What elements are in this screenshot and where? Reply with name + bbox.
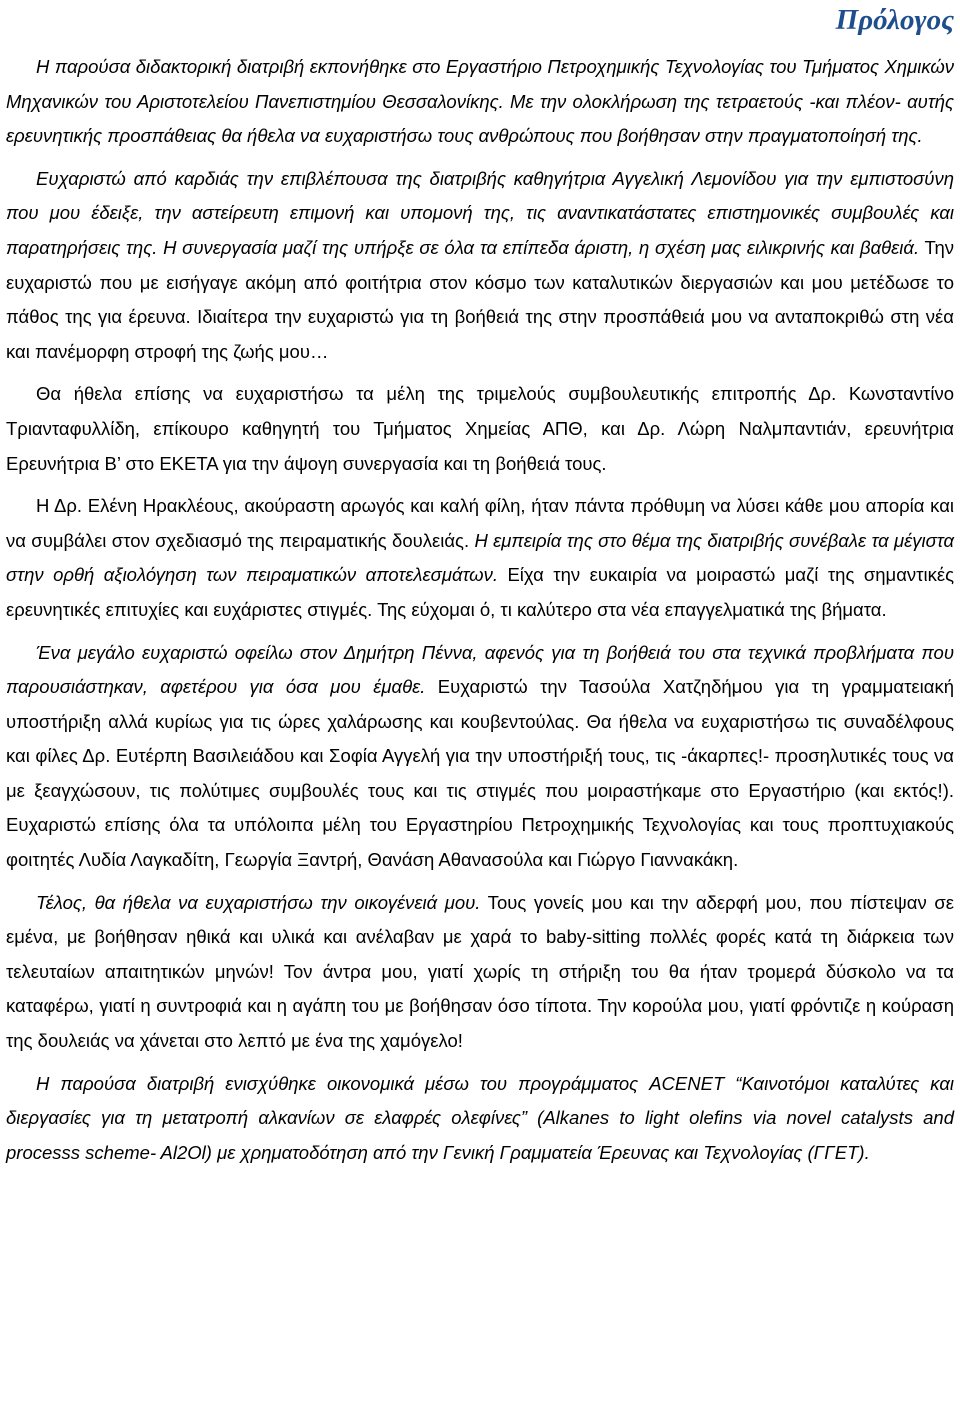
paragraph-committee bbox=[6, 377, 954, 481]
paragraph-text: Η παρούσα διατριβή ενισχύθηκε οικονομικά μέσω του προγράμματος ACENET “Καινοτόμοι καταλύτες και διεργασίες για τη μετατροπή αλκανίων σε ελαφρές ολεφίνες” (Alkanes to light olefins via novel catalysts and processs scheme- Al2Ol) με χρηματοδότηση από την Γενική Γραμματεία Έρευνας και Τεχνολογίας (ΓΓΕΤ). bbox=[6, 1072, 954, 1163]
paragraph-text: Τους γονείς μου και την αδερφή μου, που πίστεψαν σε εμένα, με βοήθησαν ηθικά και υλικά και ανέλαβαν με χαρά το baby-sitting πολλές φορές κατά τη διάρκεια των τελευταίων απαιτητικών μηνών! Τον άντρα μου, γιατί χωρίς τη στήριξη του θα ήταν τρομερά δύσκολο να τα καταφέρω, γιατί η συντροφιά και η αγάπη του με βοήθησαν όσο τίποτα. Την κορούλα μου, γιατί φρόντιζε η κούραση της δουλειάς να χάνεται στο λεπτό με ένα της χαμόγελο! bbox=[6, 891, 954, 1052]
paragraph-lab bbox=[6, 636, 954, 878]
paragraph-text: Είχα την ευκαιρία να μοιραστώ μαζί της σημαντικές ερευνητικές επιτυχίες και ευχάριστες στιγμές. Της εύχομαι ό, τι καλύτερο στα νέα επαγγελματικά της βήματα. bbox=[6, 564, 954, 620]
paragraph-text: Η εμπειρία της στο θέμα της διατριβής συνέβαλε τα μέγιστα στην ορθή αξιολόγηση των πειραματικών αποτελεσμάτων. bbox=[6, 529, 954, 586]
paragraph-text: Θα ήθελα επίσης να ευχαριστήσω τα μέλη της τριμελούς συμβουλευτικής επιτροπής Δρ. Κωνσταντίνο Τριανταφυλλίδη, επίκουρο καθηγητή του Τμήματος Χημείας ΑΠΘ, και Δρ. Λώρη Ναλμπαντιάν, ερευνήτρια Ερευνήτρια Β’ στο ΕΚΕΤΑ για την άψογη συνεργασία και τη βοήθειά τους. bbox=[6, 383, 954, 474]
paragraph-text: Ένα μεγάλο ευχαριστώ οφείλω στον Δημήτρη Πέννα, αφενός για τη βοήθειά του στα τεχνικά προβλήματα που παρουσιάστηκαν, αφετέρου για όσα μου έμαθε. bbox=[6, 641, 954, 698]
paragraph-text: Η παρούσα διδακτορική διατριβή εκπονήθηκε στο Εργαστήριο Πετροχημικής Τεχνολογίας του Τμήματος Χημικών Μηχανικών του Αριστοτελείου Πανεπιστημίου Θεσσαλονίκης. Με την ολοκλήρωση της τετραετούς -και πλέον- αυτής ερευνητικής προσπάθειας θα ήθελα να ευχαριστήσω τους ανθρώπους που βοήθησαν στην πραγματοποίησή της. bbox=[6, 56, 954, 147]
paragraph-text: Τέλος, θα ήθελα να ευχαριστήσω την οικογένειά μου. bbox=[36, 891, 481, 913]
paragraph-text: Ευχαριστώ από καρδιάς την επιβλέπουσα της διατριβής καθηγήτρια Αγγελική Λεμονίδου για την εμπιστοσύνη που μου έδειξε, την αστείρευτη επιμονή και υπομονή της, τις αναντικατάστατες επιστημονικές συμβουλές και παρατηρήσεις της. Η συνεργασία μαζί της υπήρξε σε όλα τα επίπεδα άριστη, η σχέση μας ειλικρινής και βαθειά. bbox=[6, 167, 954, 258]
paragraph-text: Ευχαριστώ την Τασούλα Χατζηδήμου για τη γραμματειακή υποστήριξη αλλά κυρίως για τις ώρες χαλάρωσης και κουβεντούλας. Θα ήθελα να ευχαριστήσω τις συναδέλφους και φίλες Δρ. Ευτέρπη Βασιλειάδου και Σοφία Αγγελή για την υποστήριξή τους, τις -άκαρπες!- προσηλυτικές τους να με ξεαγχώσουν, τις πολύτιμες συμβουλές τους και τις στιγμές που μοιραστήκαμε στο Εργαστήριο (και εκτός!). Ευχαριστώ επίσης όλα τα υπόλοιπα μέλη του Εργαστηρίου Πετροχημικής Τεχνολογίας και τους προπτυχιακούς φοιτητές Λυδία Λαγκαδίτη, Γεωργία Ξαντρή, Θανάση Αθανασούλα και Γιώργο Γιαννακάκη. bbox=[6, 676, 954, 871]
paragraph-text: Η Δρ. Ελένη Ηρακλέους, ακούραστη αρωγός και καλή φίλη, ήταν πάντα πρόθυμη να λύσει κάθε μου απορία και να συμβάλει στον σχεδιασμό της πειραματικής δουλειάς. bbox=[6, 495, 954, 551]
document-page bbox=[6, 0, 954, 1170]
paragraph-colleague bbox=[6, 489, 954, 627]
paragraph-text: Ιδιαίτερα την ευχαριστώ για τη βοήθειά της στην προσπάθειά μου να ανταποκριθώ στη νέα και πανέμορφη στροφή της ζωής μου… bbox=[6, 306, 954, 362]
page-title: Πρόλογος bbox=[835, 4, 954, 36]
paragraph-text: Την ευχαριστώ που με εισήγαγε ακόμη από φοιτήτρια στον κόσμο των καταλυτικών διεργασιών και μου μετέδωσε το πάθος της για έρευνα. bbox=[6, 236, 954, 328]
paragraph-intro bbox=[6, 50, 954, 154]
paragraph-supervisor bbox=[6, 162, 954, 370]
paragraph-family bbox=[6, 886, 954, 1059]
paragraph-funding bbox=[6, 1067, 954, 1171]
